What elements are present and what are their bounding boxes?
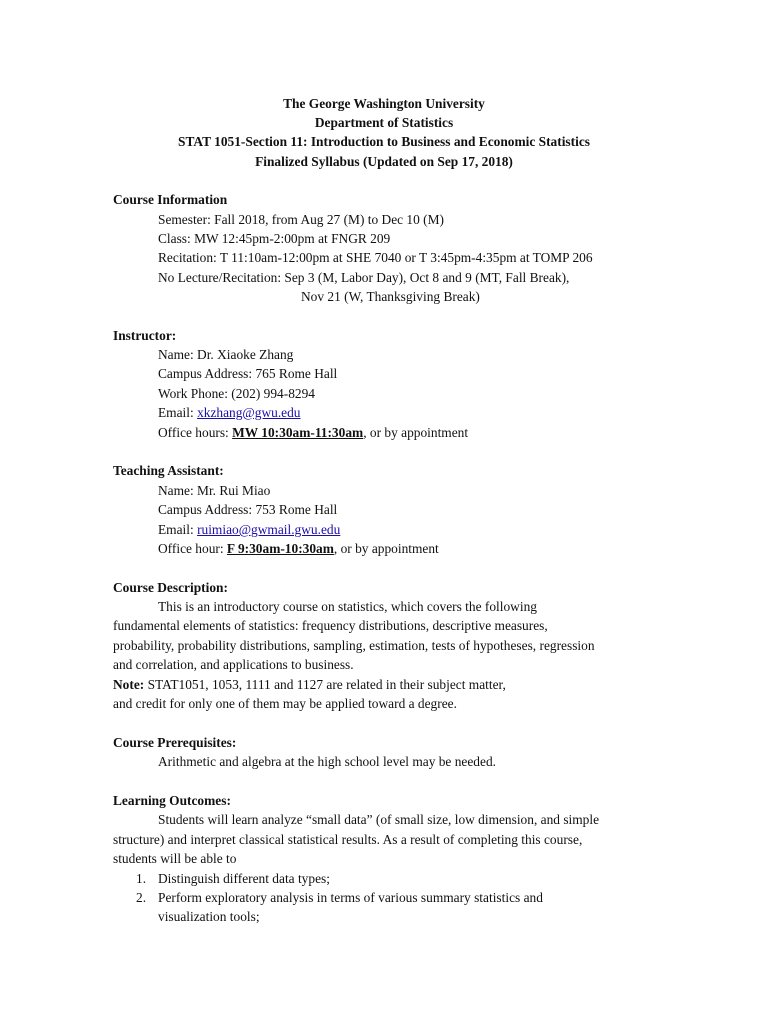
office-hour-time: F 9:30am-10:30am (226, 541, 334, 556)
description-heading: Course Description: (113, 580, 228, 595)
university-name: The George Washington University (283, 96, 485, 111)
description-line: and credit for only one of them may be applied toward a degree. (113, 696, 457, 711)
outcomes-line: students will be able to (113, 851, 237, 866)
description-line: fundamental elements of statistics: frequency distributions, descriptive measures, (113, 618, 548, 633)
outcomes-line: Students will learn analyze “small data” (of small size, low dimension, and simple (158, 812, 600, 827)
outcomes-line: structure) and interpret classical statistical results. As a result of completing this course, (113, 832, 583, 847)
ta-office-hour (158, 541, 439, 557)
list-item (136, 871, 330, 887)
email-label: Email: (158, 405, 198, 420)
ta-address: Campus Address: 753 Rome Hall (158, 502, 338, 517)
prereq-heading: Course Prerequisites: (113, 735, 237, 750)
office-hour-label: Office hour: (158, 541, 227, 556)
list-item (136, 890, 543, 906)
email-label: Email: (158, 522, 198, 537)
department-name: Department of Statistics (314, 115, 454, 130)
list-text: Distinguish different data types; (158, 871, 330, 886)
instructor-office-hours (158, 425, 468, 441)
note-text: STAT1051, 1053, 1111 and 1127 are related in their subject matter, (144, 677, 506, 692)
list-number: 1. (136, 871, 147, 886)
ta-email-line (158, 522, 340, 538)
instructor-name: Name: Dr. Xiaoke Zhang (158, 347, 294, 362)
no-lecture-line: No Lecture/Recitation: Sep 3 (M, Labor Day), Oct 8 and 9 (MT, Fall Break), (158, 270, 570, 285)
list-item-cont: visualization tools; (158, 909, 260, 924)
list-text: Perform exploratory analysis in terms of various summary statistics and (158, 890, 543, 905)
office-hours-time: MW 10:30am-11:30am (232, 425, 364, 440)
description-line: and correlation, and applications to business. (113, 657, 354, 672)
instructor-heading: Instructor: (113, 328, 177, 343)
syllabus-title: Finalized Syllabus (Updated on Sep 17, 2018) (255, 154, 513, 169)
instructor-email-link[interactable]: xkzhang@gwu.edu (197, 405, 301, 420)
office-hours-label: Office hours: (158, 425, 233, 440)
note-label: Note: (113, 677, 145, 692)
instructor-phone: Work Phone: (202) 994-8294 (158, 386, 315, 401)
ta-heading: Teaching Assistant: (113, 463, 224, 478)
list-number: 2. (136, 890, 147, 905)
description-line: This is an introductory course on statistics, which covers the following (158, 599, 537, 614)
prereq-text: Arithmetic and algebra at the high school level may be needed. (158, 754, 496, 769)
office-hours-suffix: , or by appointment (363, 425, 469, 440)
outcomes-heading: Learning Outcomes: (113, 793, 231, 808)
no-lecture-cont-line: Nov 21 (W, Thanksgiving Break) (301, 289, 480, 304)
ta-email-link[interactable]: ruimiao@gwmail.gwu.edu (197, 522, 341, 537)
semester-line: Semester: Fall 2018, from Aug 27 (M) to Dec 10 (M) (158, 212, 444, 227)
note-line (113, 677, 506, 693)
recitation-line: Recitation: T 11:10am-12:00pm at SHE 7040 or T 3:45pm-4:35pm at TOMP 206 (158, 250, 593, 265)
course-title: STAT 1051-Section 11: Introduction to Business and Economic Statistics (178, 134, 590, 149)
instructor-address: Campus Address: 765 Rome Hall (158, 366, 338, 381)
ta-name: Name: Mr. Rui Miao (158, 483, 271, 498)
office-hour-suffix: , or by appointment (333, 541, 439, 556)
description-line: probability, probability distributions, sampling, estimation, tests of hypotheses, regression (113, 638, 595, 653)
class-line: Class: MW 12:45pm-2:00pm at FNGR 209 (158, 231, 391, 246)
instructor-email-line (158, 405, 301, 421)
course-info-heading: Course Information (113, 192, 228, 207)
